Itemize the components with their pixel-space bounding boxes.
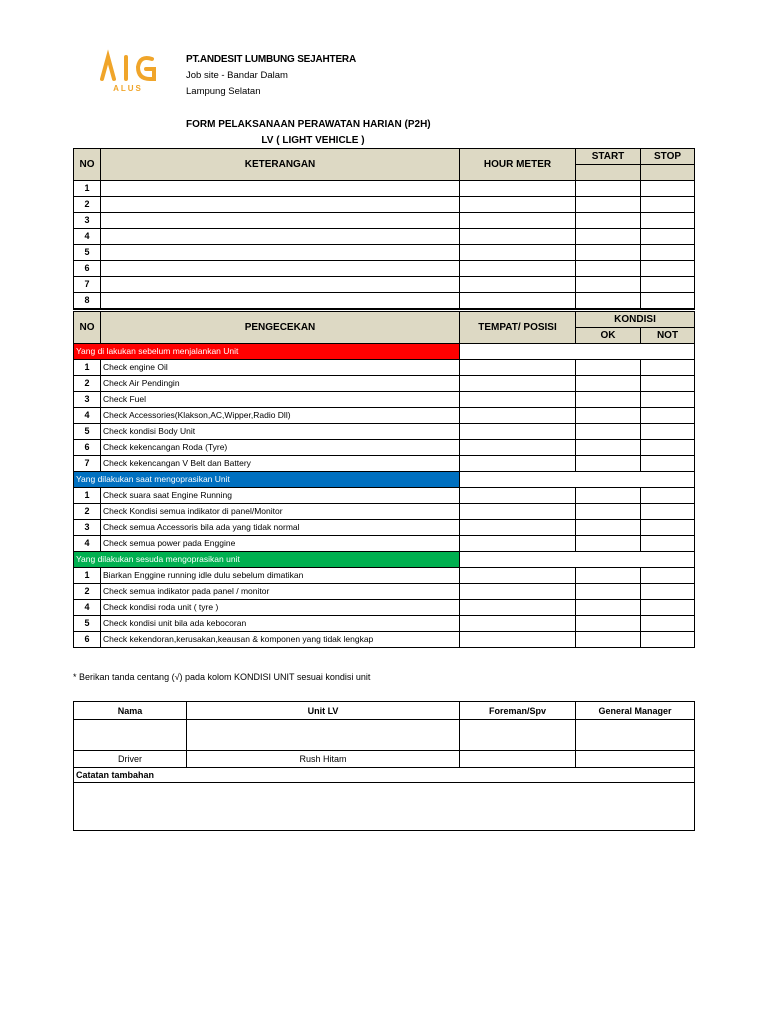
log-row-no: 5 xyxy=(74,245,101,261)
check-not-cell[interactable] xyxy=(641,440,695,456)
check-not-cell[interactable] xyxy=(641,600,695,616)
check-not-cell[interactable] xyxy=(641,584,695,600)
check-tempat-cell[interactable] xyxy=(460,456,576,472)
log-row xyxy=(74,213,695,229)
check-tempat-cell[interactable] xyxy=(460,360,576,376)
sig-foreman-cell[interactable] xyxy=(460,720,576,751)
header-tempat: TEMPAT/ POSISI xyxy=(460,312,576,344)
check-item-row xyxy=(74,408,695,424)
log-start-cell[interactable] xyxy=(576,261,641,277)
check-item-text: Check suara saat Engine Running xyxy=(101,488,460,504)
check-item-row xyxy=(74,392,695,408)
check-item-row xyxy=(74,600,695,616)
check-ok-cell[interactable] xyxy=(576,520,641,536)
logo-text: ALUS xyxy=(113,84,143,93)
check-item-no: 1 xyxy=(74,568,101,584)
check-item-row xyxy=(74,360,695,376)
check-item-no: 3 xyxy=(74,520,101,536)
check-not-cell[interactable] xyxy=(641,360,695,376)
check-not-cell[interactable] xyxy=(641,536,695,552)
log-row-no: 6 xyxy=(74,261,101,277)
section-blank xyxy=(460,472,695,488)
header-start: START xyxy=(576,149,641,165)
section-header xyxy=(74,472,695,488)
check-not-cell[interactable] xyxy=(641,408,695,424)
check-item-row xyxy=(74,632,695,648)
check-ok-cell[interactable] xyxy=(576,360,641,376)
log-row xyxy=(74,181,695,197)
log-start-cell[interactable] xyxy=(576,229,641,245)
section-blank xyxy=(460,552,695,568)
log-stop-cell[interactable] xyxy=(641,197,695,213)
log-keterangan-cell[interactable] xyxy=(101,293,460,310)
hour-meter-table xyxy=(73,148,695,310)
check-item-text: Check semua power pada Enggine xyxy=(101,536,460,552)
check-ok-cell[interactable] xyxy=(576,632,641,648)
check-item-text: Check semua Accessoris bila ada yang tidak normal xyxy=(101,520,460,536)
check-tempat-cell[interactable] xyxy=(460,536,576,552)
check-tempat-cell[interactable] xyxy=(460,520,576,536)
log-row-no: 7 xyxy=(74,277,101,293)
check-tempat-cell[interactable] xyxy=(460,632,576,648)
header-keterangan: KETERANGAN xyxy=(101,149,460,181)
log-row-no: 8 xyxy=(74,293,101,310)
check-not-cell[interactable] xyxy=(641,632,695,648)
section-header xyxy=(74,344,695,360)
section-label: Yang dilakukan sesuda mengoprasikan unit xyxy=(74,552,460,568)
log-row xyxy=(74,277,695,293)
company-logo xyxy=(86,47,170,95)
check-item-row xyxy=(74,536,695,552)
sig-nama-cell[interactable] xyxy=(74,720,187,751)
notes-area[interactable] xyxy=(74,783,695,831)
header-no: NO xyxy=(74,149,101,181)
log-row-no: 3 xyxy=(74,213,101,229)
check-not-cell[interactable] xyxy=(641,488,695,504)
check-ok-cell[interactable] xyxy=(576,616,641,632)
check-item-no: 3 xyxy=(74,392,101,408)
check-item-text: Biarkan Enggine running idle dulu sebelum dimatikan xyxy=(101,568,460,584)
check-not-cell[interactable] xyxy=(641,504,695,520)
sig-header-gm: General Manager xyxy=(576,702,695,720)
check-table xyxy=(73,311,695,648)
check-item-text: Check kekendoran,kerusakan,keausan & komponen yang tidak lengkap xyxy=(101,632,460,648)
header-stop: STOP xyxy=(641,149,695,165)
check-item-row xyxy=(74,424,695,440)
check-item-no: 4 xyxy=(74,600,101,616)
check-ok-cell[interactable] xyxy=(576,536,641,552)
check-tempat-cell[interactable] xyxy=(460,424,576,440)
log-start-cell[interactable] xyxy=(576,181,641,197)
section-header xyxy=(74,552,695,568)
check-ok-cell[interactable] xyxy=(576,376,641,392)
check-tempat-cell[interactable] xyxy=(460,616,576,632)
check-item-row xyxy=(74,488,695,504)
log-row-no: 2 xyxy=(74,197,101,213)
check-tempat-cell[interactable] xyxy=(460,392,576,408)
check-item-no: 4 xyxy=(74,408,101,424)
check-tempat-cell[interactable] xyxy=(460,440,576,456)
log-rows xyxy=(74,181,695,310)
log-row-no: 4 xyxy=(74,229,101,245)
check-item-text: Check kekencangan V Belt dan Battery xyxy=(101,456,460,472)
check-ok-cell[interactable] xyxy=(576,392,641,408)
log-start-cell[interactable] xyxy=(576,293,641,310)
check-item-text: Check kondisi Body Unit xyxy=(101,424,460,440)
log-hour-meter-cell[interactable] xyxy=(460,293,576,310)
check-item-row xyxy=(74,584,695,600)
log-hour-meter-cell[interactable] xyxy=(460,229,576,245)
log-start-cell[interactable] xyxy=(576,197,641,213)
log-stop-cell[interactable] xyxy=(641,245,695,261)
log-row xyxy=(74,293,695,310)
check-not-cell[interactable] xyxy=(641,568,695,584)
log-hour-meter-cell[interactable] xyxy=(460,261,576,277)
sig-header-foreman: Foreman/Spv xyxy=(460,702,576,720)
sig-header-nama: Nama xyxy=(74,702,187,720)
check-item-row xyxy=(74,440,695,456)
check-item-no: 2 xyxy=(74,584,101,600)
check-not-cell[interactable] xyxy=(641,616,695,632)
check-ok-cell[interactable] xyxy=(576,488,641,504)
header-stop-blank[interactable] xyxy=(641,165,695,181)
check-not-cell[interactable] xyxy=(641,424,695,440)
check-not-cell[interactable] xyxy=(641,376,695,392)
check-item-row xyxy=(74,376,695,392)
header-hour-meter: HOUR METER xyxy=(460,149,576,181)
check-tempat-cell[interactable] xyxy=(460,488,576,504)
company-name: PT.ANDESIT LUMBUNG SEJAHTERA xyxy=(186,54,356,65)
check-ok-cell[interactable] xyxy=(576,600,641,616)
sig-value-unit: Rush Hitam xyxy=(187,751,460,768)
check-ok-cell[interactable] xyxy=(576,440,641,456)
check-tempat-cell[interactable] xyxy=(460,504,576,520)
header-not: NOT xyxy=(641,328,695,344)
check-not-cell[interactable] xyxy=(641,392,695,408)
log-start-cell[interactable] xyxy=(576,277,641,293)
check-not-cell[interactable] xyxy=(641,456,695,472)
header-no: NO xyxy=(74,312,101,344)
log-keterangan-cell[interactable] xyxy=(101,261,460,277)
log-stop-cell[interactable] xyxy=(641,213,695,229)
check-item-no: 6 xyxy=(74,440,101,456)
check-item-row xyxy=(74,616,695,632)
check-item-no: 5 xyxy=(74,424,101,440)
check-item-no: 7 xyxy=(74,456,101,472)
sig-value-gm[interactable] xyxy=(576,751,695,768)
header-ok: OK xyxy=(576,328,641,344)
check-item-text: Check kondisi unit bila ada kebocoran xyxy=(101,616,460,632)
check-item-no: 1 xyxy=(74,360,101,376)
log-hour-meter-cell[interactable] xyxy=(460,277,576,293)
log-row xyxy=(74,229,695,245)
log-hour-meter-cell[interactable] xyxy=(460,181,576,197)
log-start-cell[interactable] xyxy=(576,245,641,261)
check-item-text: Check Accessories(Klakson,AC,Wipper,Radio Dll) xyxy=(101,408,460,424)
check-item-text: Check kondisi roda unit ( tyre ) xyxy=(101,600,460,616)
form-title: FORM PELAKSANAAN PERAWATAN HARIAN (P2H) xyxy=(186,119,431,130)
sig-unit-cell[interactable] xyxy=(187,720,460,751)
log-stop-cell[interactable] xyxy=(641,261,695,277)
check-item-text: Check kekencangan Roda (Tyre) xyxy=(101,440,460,456)
job-site: Job site - Bandar Dalam xyxy=(186,70,288,81)
log-keterangan-cell[interactable] xyxy=(101,229,460,245)
check-ok-cell[interactable] xyxy=(576,584,641,600)
log-row xyxy=(74,245,695,261)
check-not-cell[interactable] xyxy=(641,520,695,536)
check-item-row xyxy=(74,520,695,536)
header-kondisi: KONDISI xyxy=(576,312,695,328)
check-item-row xyxy=(74,504,695,520)
check-item-no: 2 xyxy=(74,504,101,520)
notes-label: Catatan tambahan xyxy=(74,768,695,783)
log-hour-meter-cell[interactable] xyxy=(460,213,576,229)
log-row-no: 1 xyxy=(74,181,101,197)
check-item-row xyxy=(74,568,695,584)
check-item-text: Check Air Pendingin xyxy=(101,376,460,392)
check-tempat-cell[interactable] xyxy=(460,584,576,600)
log-row xyxy=(74,261,695,277)
sig-value-nama: Driver xyxy=(74,751,187,768)
log-hour-meter-cell[interactable] xyxy=(460,245,576,261)
log-keterangan-cell[interactable] xyxy=(101,245,460,261)
log-keterangan-cell[interactable] xyxy=(101,213,460,229)
log-hour-meter-cell[interactable] xyxy=(460,197,576,213)
log-stop-cell[interactable] xyxy=(641,181,695,197)
check-ok-cell[interactable] xyxy=(576,456,641,472)
section-blank xyxy=(460,344,695,360)
sig-value-foreman[interactable] xyxy=(460,751,576,768)
check-item-no: 2 xyxy=(74,376,101,392)
check-item-no: 1 xyxy=(74,488,101,504)
check-ok-cell[interactable] xyxy=(576,424,641,440)
log-start-cell[interactable] xyxy=(576,213,641,229)
log-stop-cell[interactable] xyxy=(641,277,695,293)
check-item-text: Check Fuel xyxy=(101,392,460,408)
log-stop-cell[interactable] xyxy=(641,293,695,310)
log-keterangan-cell[interactable] xyxy=(101,181,460,197)
location: Lampung Selatan xyxy=(186,86,261,97)
check-item-text: Check engine Oil xyxy=(101,360,460,376)
check-item-text: Check Kondisi semua indikator di panel/Monitor xyxy=(101,504,460,520)
log-stop-cell[interactable] xyxy=(641,229,695,245)
check-tempat-cell[interactable] xyxy=(460,376,576,392)
check-rows xyxy=(74,344,695,648)
log-keterangan-cell[interactable] xyxy=(101,277,460,293)
check-ok-cell[interactable] xyxy=(576,568,641,584)
check-item-row xyxy=(74,456,695,472)
sig-gm-cell[interactable] xyxy=(576,720,695,751)
check-tempat-cell[interactable] xyxy=(460,568,576,584)
check-ok-cell[interactable] xyxy=(576,504,641,520)
header-pengecekan: PENGECEKAN xyxy=(101,312,460,344)
signature-table xyxy=(73,701,695,831)
log-keterangan-cell[interactable] xyxy=(101,197,460,213)
instruction-note: * Berikan tanda centang (√) pada kolom KONDISI UNIT sesuai kondisi unit xyxy=(73,672,371,682)
check-tempat-cell[interactable] xyxy=(460,600,576,616)
section-label: Yang di lakukan sebelum menjalankan Unit xyxy=(74,344,460,360)
log-row xyxy=(74,197,695,213)
section-label: Yang dilakukan saat mengoprasikan Unit xyxy=(74,472,460,488)
check-item-no: 5 xyxy=(74,616,101,632)
sig-header-unit: Unit LV xyxy=(187,702,460,720)
check-item-text: Check semua indikator pada panel / monitor xyxy=(101,584,460,600)
header-start-blank[interactable] xyxy=(576,165,641,181)
form-subtitle: LV ( LIGHT VEHICLE ) xyxy=(261,135,365,146)
check-ok-cell[interactable] xyxy=(576,408,641,424)
check-item-no: 4 xyxy=(74,536,101,552)
check-item-no: 6 xyxy=(74,632,101,648)
check-tempat-cell[interactable] xyxy=(460,408,576,424)
